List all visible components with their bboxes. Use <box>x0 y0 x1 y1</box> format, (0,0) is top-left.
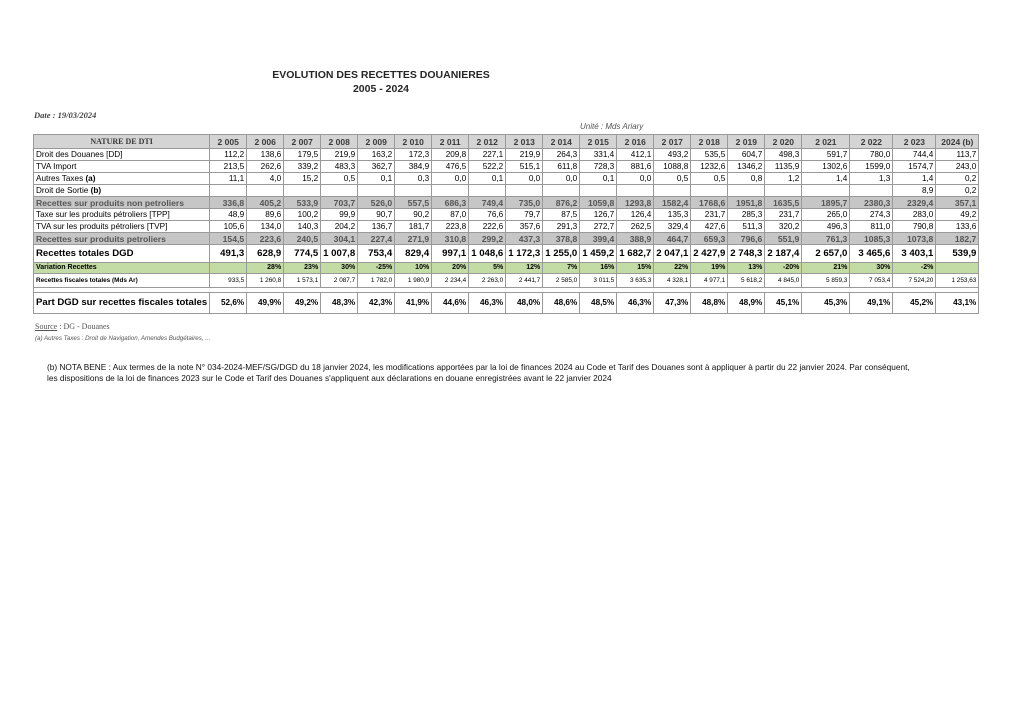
table-cell: 753,4 <box>358 245 395 263</box>
table-cell: 140,3 <box>284 221 321 233</box>
header-year: 2 012 <box>469 135 506 149</box>
table-cell: 378,8 <box>543 233 580 245</box>
header-year: 2 006 <box>247 135 284 149</box>
table-cell: 329,4 <box>654 221 691 233</box>
table-cell: 533,9 <box>284 197 321 209</box>
table-cell: 551,9 <box>765 233 802 245</box>
table-cell: 412,1 <box>617 149 654 161</box>
header-year: 2 015 <box>580 135 617 149</box>
table-cell: 0,2 <box>936 173 979 185</box>
table-cell: 262,5 <box>617 221 654 233</box>
table-cell: 728,3 <box>580 161 617 173</box>
table-cell <box>284 185 321 197</box>
table-cell: 749,4 <box>469 197 506 209</box>
table-cell: 357,1 <box>936 197 979 209</box>
table-row <box>34 185 979 197</box>
table-cell: 464,7 <box>654 233 691 245</box>
table-cell: 227,1 <box>469 149 506 161</box>
row-label: Recettes sur produits non petroliers <box>34 197 210 209</box>
table-cell <box>432 185 469 197</box>
table-cell <box>321 185 358 197</box>
table-cell: 135,3 <box>654 209 691 221</box>
table-cell: 780,0 <box>850 149 893 161</box>
document-date: Date : 19/03/2024 <box>34 110 97 120</box>
table-cell: 1 682,7 <box>617 245 654 263</box>
table-cell: 47,3% <box>654 293 691 314</box>
row-label: Taxe sur les produits pétroliers [TPP] <box>34 209 210 221</box>
table-cell: 2 427,9 <box>691 245 728 263</box>
table-cell: -2% <box>893 263 936 274</box>
table-cell: 4 845,0 <box>765 274 802 288</box>
table-cell: 3 635,3 <box>617 274 654 288</box>
table-cell: 136,7 <box>358 221 395 233</box>
table-cell: 1 459,2 <box>580 245 617 263</box>
table-cell: 3 403,1 <box>893 245 936 263</box>
table-cell: 1 048,6 <box>469 245 506 263</box>
table-cell: 49,2% <box>284 293 321 314</box>
table-cell: 493,2 <box>654 149 691 161</box>
table-cell: 388,9 <box>617 233 654 245</box>
table-cell: 105,6 <box>210 221 247 233</box>
table-cell: 1293,8 <box>617 197 654 209</box>
table-cell <box>936 263 979 274</box>
table-cell: 535,5 <box>691 149 728 161</box>
table-cell: 90,2 <box>395 209 432 221</box>
table-cell: 89,6 <box>247 209 284 221</box>
table-cell: 829,4 <box>395 245 432 263</box>
table-cell: 222,6 <box>469 221 506 233</box>
customs-revenue-table <box>33 134 979 314</box>
table-cell: 811,0 <box>850 221 893 233</box>
table-cell: 134,0 <box>247 221 284 233</box>
table-cell: 7 524,20 <box>893 274 936 288</box>
table-cell: 48,9 <box>210 209 247 221</box>
table-row <box>34 197 979 209</box>
table-cell: 881,6 <box>617 161 654 173</box>
header-year: 2 021 <box>802 135 850 149</box>
table-cell: 213,5 <box>210 161 247 173</box>
table-cell: -20% <box>765 263 802 274</box>
table-cell: 557,5 <box>395 197 432 209</box>
table-cell: 126,7 <box>580 209 617 221</box>
table-cell <box>691 185 728 197</box>
table-cell: 1073,8 <box>893 233 936 245</box>
table-cell: 8,9 <box>893 185 936 197</box>
table-cell: 223,6 <box>247 233 284 245</box>
table-cell: 774,5 <box>284 245 321 263</box>
table-cell: 362,7 <box>358 161 395 173</box>
table-cell: 997,1 <box>432 245 469 263</box>
table-cell: 0,0 <box>506 173 543 185</box>
table-cell: 49,9% <box>247 293 284 314</box>
table-cell: 113,7 <box>936 149 979 161</box>
header-year: 2 007 <box>284 135 321 149</box>
table-cell: 1635,5 <box>765 197 802 209</box>
table-cell: 498,3 <box>765 149 802 161</box>
table-cell: 11,1 <box>210 173 247 185</box>
table-row <box>34 221 979 233</box>
row-label: Part DGD sur recettes fiscales totales <box>34 293 210 314</box>
table-cell: 0,1 <box>580 173 617 185</box>
table-cell: 15% <box>617 263 654 274</box>
table-cell: 243,0 <box>936 161 979 173</box>
table-cell: 204,2 <box>321 221 358 233</box>
table-cell: 41,9% <box>395 293 432 314</box>
table-cell: 76,6 <box>469 209 506 221</box>
table-cell: 1 172,3 <box>506 245 543 263</box>
table-cell: 1085,3 <box>850 233 893 245</box>
table-cell: 48,6% <box>543 293 580 314</box>
table-cell: 496,3 <box>802 221 850 233</box>
table-cell: 0,5 <box>654 173 691 185</box>
table-cell <box>850 185 893 197</box>
table-row <box>34 161 979 173</box>
table-cell: 1582,4 <box>654 197 691 209</box>
table-cell: 49,2 <box>936 209 979 221</box>
table-cell: 48,9% <box>728 293 765 314</box>
table-row <box>34 149 979 161</box>
header-year: 2 013 <box>506 135 543 149</box>
footnote-a: (a) Autres Taxes : Droit de Navigation, Amendes Budgétaires, ... <box>35 335 211 342</box>
table-cell: 744,4 <box>893 149 936 161</box>
table-cell: 304,1 <box>321 233 358 245</box>
table-cell: 1574,7 <box>893 161 936 173</box>
table-cell: 272,7 <box>580 221 617 233</box>
table-cell: 339,2 <box>284 161 321 173</box>
table-cell: 1302,6 <box>802 161 850 173</box>
row-label: Variation Recettes <box>34 263 210 274</box>
table-cell: 99,9 <box>321 209 358 221</box>
table-cell: 12% <box>506 263 543 274</box>
table-cell: 48,3% <box>321 293 358 314</box>
table-cell: -25% <box>358 263 395 274</box>
table-row <box>34 274 979 288</box>
table-cell: 659,3 <box>691 233 728 245</box>
table-cell: 0,8 <box>728 173 765 185</box>
table-header-row <box>34 135 979 149</box>
table-cell: 761,3 <box>802 233 850 245</box>
table-cell: 0,0 <box>432 173 469 185</box>
header-year: 2 017 <box>654 135 691 149</box>
table-cell: 45,2% <box>893 293 936 314</box>
table-cell: 10% <box>395 263 432 274</box>
table-cell: 231,7 <box>765 209 802 221</box>
header-year: 2 020 <box>765 135 802 149</box>
table-cell: 264,3 <box>543 149 580 161</box>
table-cell: 7 053,4 <box>850 274 893 288</box>
table-cell: 1346,2 <box>728 161 765 173</box>
table-cell: 1,2 <box>765 173 802 185</box>
table-cell: 591,7 <box>802 149 850 161</box>
table-cell: 48,8% <box>691 293 728 314</box>
table-cell: 79,7 <box>506 209 543 221</box>
table-cell: 172,3 <box>395 149 432 161</box>
table-cell: 539,9 <box>936 245 979 263</box>
table-cell: 1,4 <box>802 173 850 185</box>
table-cell: 483,3 <box>321 161 358 173</box>
table-cell: 179,5 <box>284 149 321 161</box>
table-cell: 285,3 <box>728 209 765 221</box>
table-cell: 476,5 <box>432 161 469 173</box>
table-cell: 1 980,9 <box>395 274 432 288</box>
table-cell: 0,0 <box>543 173 580 185</box>
table-cell: 19% <box>691 263 728 274</box>
table-cell: 46,3% <box>617 293 654 314</box>
table-cell: 30% <box>321 263 358 274</box>
page-subtitle-years: 2005 - 2024 <box>352 83 410 95</box>
table-cell: 209,8 <box>432 149 469 161</box>
table-cell: 522,2 <box>469 161 506 173</box>
table-cell <box>210 185 247 197</box>
table-cell: 2380,3 <box>850 197 893 209</box>
table-cell: 5% <box>469 263 506 274</box>
table-cell: 0,3 <box>395 173 432 185</box>
row-label: Recettes totales DGD <box>34 245 210 263</box>
table-cell: 52,6% <box>210 293 247 314</box>
table-cell <box>395 185 432 197</box>
table-cell: 45,3% <box>802 293 850 314</box>
table-row <box>34 263 979 274</box>
table-cell: 21% <box>802 263 850 274</box>
header-year: 2 016 <box>617 135 654 149</box>
table-cell: 163,2 <box>358 149 395 161</box>
table-cell <box>580 185 617 197</box>
table-cell: 604,7 <box>728 149 765 161</box>
table-cell: 46,3% <box>469 293 506 314</box>
header-year: 2 023 <box>893 135 936 149</box>
table-cell: 2 585,0 <box>543 274 580 288</box>
table-cell: 515,1 <box>506 161 543 173</box>
table-cell: 2 657,0 <box>802 245 850 263</box>
table-cell: 5 618,2 <box>728 274 765 288</box>
table-cell: 231,7 <box>691 209 728 221</box>
table-cell: 405,2 <box>247 197 284 209</box>
table-cell: 2 234,4 <box>432 274 469 288</box>
table-cell: 0,5 <box>691 173 728 185</box>
table-cell: 262,6 <box>247 161 284 173</box>
row-label: Recettes sur produits petroliers <box>34 233 210 245</box>
row-label: Recettes fiscales totales (Mds Ar) <box>34 274 210 288</box>
header-year: 2 008 <box>321 135 358 149</box>
table-cell: 7% <box>543 263 580 274</box>
table-cell: 1 255,0 <box>543 245 580 263</box>
table-cell: 437,3 <box>506 233 543 245</box>
table-cell <box>654 185 691 197</box>
table-cell: 15,2 <box>284 173 321 185</box>
table-cell: 331,4 <box>580 149 617 161</box>
table-cell: 48,5% <box>580 293 617 314</box>
table-cell: 87,0 <box>432 209 469 221</box>
table-cell: 1 007,8 <box>321 245 358 263</box>
table-cell: 20% <box>432 263 469 274</box>
table-cell: 2 047,1 <box>654 245 691 263</box>
table-cell: 283,0 <box>893 209 936 221</box>
header-year: 2 011 <box>432 135 469 149</box>
table-cell: 16% <box>580 263 617 274</box>
source-label: Source <box>35 322 58 331</box>
table-cell: 1599,0 <box>850 161 893 173</box>
page-title: EVOLUTION DES RECETTES DOUANIERES <box>272 69 490 81</box>
row-label: Droit des Douanes [DD] <box>34 149 210 161</box>
table-cell: 100,2 <box>284 209 321 221</box>
table-cell: 219,9 <box>321 149 358 161</box>
table-cell: 13% <box>728 263 765 274</box>
table-cell: 227,4 <box>358 233 395 245</box>
table-cell: 138,6 <box>247 149 284 161</box>
table-cell: 49,1% <box>850 293 893 314</box>
table-cell: 1 253,63 <box>936 274 979 288</box>
table-cell: 2329,4 <box>893 197 936 209</box>
table-cell: 1,3 <box>850 173 893 185</box>
table-cell: 1 260,8 <box>247 274 284 288</box>
table-cell: 491,3 <box>210 245 247 263</box>
table-cell: 1895,7 <box>802 197 850 209</box>
table-cell: 427,6 <box>691 221 728 233</box>
table-cell: 45,1% <box>765 293 802 314</box>
table-row <box>34 293 979 314</box>
table-cell: 44,6% <box>432 293 469 314</box>
table-cell: 1135,9 <box>765 161 802 173</box>
table-cell: 154,5 <box>210 233 247 245</box>
header-year: 2 019 <box>728 135 765 149</box>
table-cell: 0,2 <box>936 185 979 197</box>
table-cell: 133,6 <box>936 221 979 233</box>
header-year: 2024 (b) <box>936 135 979 149</box>
header-nature: NATURE DE DTI <box>34 135 210 149</box>
table-cell: 876,2 <box>543 197 580 209</box>
table-cell <box>617 185 654 197</box>
table-cell: 2 087,7 <box>321 274 358 288</box>
header-year: 2 018 <box>691 135 728 149</box>
source-note <box>35 322 110 331</box>
table-cell: 3 465,6 <box>850 245 893 263</box>
table-cell: 291,3 <box>543 221 580 233</box>
table-cell: 1768,6 <box>691 197 728 209</box>
table-cell: 1951,8 <box>728 197 765 209</box>
table-cell: 384,9 <box>395 161 432 173</box>
table-cell: 336,8 <box>210 197 247 209</box>
table-cell <box>358 185 395 197</box>
table-cell: 511,3 <box>728 221 765 233</box>
table-cell <box>543 185 580 197</box>
table-cell: 796,6 <box>728 233 765 245</box>
table-cell: 90,7 <box>358 209 395 221</box>
table-cell: 2 187,4 <box>765 245 802 263</box>
table-cell: 3 011,5 <box>580 274 617 288</box>
row-label: Autres Taxes (a) <box>34 173 210 185</box>
table-cell: 399,4 <box>580 233 617 245</box>
table-cell: 219,9 <box>506 149 543 161</box>
source-text: : DG - Douanes <box>57 322 110 331</box>
row-label: Droit de Sortie (b) <box>34 185 210 197</box>
table-cell: 223,8 <box>432 221 469 233</box>
table-cell: 1059,8 <box>580 197 617 209</box>
table-cell <box>469 185 506 197</box>
table-cell: 42,3% <box>358 293 395 314</box>
table-cell: 5 859,3 <box>802 274 850 288</box>
table-cell: 628,9 <box>247 245 284 263</box>
table-cell: 22% <box>654 263 691 274</box>
table-cell: 0,1 <box>469 173 506 185</box>
header-year: 2 010 <box>395 135 432 149</box>
table-cell: 4,0 <box>247 173 284 185</box>
table-cell: 2 441,7 <box>506 274 543 288</box>
header-year: 2 009 <box>358 135 395 149</box>
table-cell: 0,5 <box>321 173 358 185</box>
table-cell <box>210 263 247 274</box>
table-cell: 1 573,1 <box>284 274 321 288</box>
table-cell: 4 977,1 <box>691 274 728 288</box>
table-cell: 1,4 <box>893 173 936 185</box>
table-cell: 274,3 <box>850 209 893 221</box>
table-cell: 271,9 <box>395 233 432 245</box>
unit-label: Unité : Mds Ariary <box>580 122 644 131</box>
table-cell <box>247 185 284 197</box>
table-cell: 611,8 <box>543 161 580 173</box>
table-cell: 23% <box>284 263 321 274</box>
table-cell: 4 328,1 <box>654 274 691 288</box>
table-cell: 30% <box>850 263 893 274</box>
table-cell: 1088,8 <box>654 161 691 173</box>
header-year: 2 022 <box>850 135 893 149</box>
table-row <box>34 233 979 245</box>
table-cell: 1 782,0 <box>358 274 395 288</box>
table-cell: 933,5 <box>210 274 247 288</box>
table-cell: 1232,6 <box>691 161 728 173</box>
table-cell <box>506 185 543 197</box>
table-cell: 181,7 <box>395 221 432 233</box>
table-row <box>34 209 979 221</box>
table-cell: 320,2 <box>765 221 802 233</box>
table-cell: 0,1 <box>358 173 395 185</box>
table-cell <box>728 185 765 197</box>
table-row <box>34 245 979 263</box>
table-cell: 2 748,3 <box>728 245 765 263</box>
table-cell: 686,3 <box>432 197 469 209</box>
table-cell: 240,5 <box>284 233 321 245</box>
table-cell: 43,1% <box>936 293 979 314</box>
table-cell: 265,0 <box>802 209 850 221</box>
table-cell: 526,0 <box>358 197 395 209</box>
header-year: 2 005 <box>210 135 247 149</box>
table-cell: 126,4 <box>617 209 654 221</box>
table-cell: 112,2 <box>210 149 247 161</box>
table-cell: 0,0 <box>617 173 654 185</box>
table-cell: 299,2 <box>469 233 506 245</box>
table-cell: 310,8 <box>432 233 469 245</box>
table-cell: 48,0% <box>506 293 543 314</box>
nota-bene-text: (b) NOTA BENE : Aux termes de la note N° 034-2024-MEF/SG/DGD du 18 janvier 2024, les modifications apportées par la loi de finances 2024 au Code et Tarif des Douanes sont à appliquer à partir du 22 janvier 2024. Par conséquent, les dispositions de la loi de finances 2023 sur le Code et Tarif des Douanes s'appliquent aux déclarations en douane enregistrées avant le 22 janvier 2024 <box>47 362 910 383</box>
table-cell: 87,5 <box>543 209 580 221</box>
row-label: TVA sur les produits pétroliers [TVP] <box>34 221 210 233</box>
table-cell: 735,0 <box>506 197 543 209</box>
table-cell <box>802 185 850 197</box>
row-label: TVA Import <box>34 161 210 173</box>
table-cell: 182,7 <box>936 233 979 245</box>
table-cell <box>765 185 802 197</box>
table-cell: 790,8 <box>893 221 936 233</box>
table-cell: 2 263,0 <box>469 274 506 288</box>
table-cell: 703,7 <box>321 197 358 209</box>
table-row <box>34 173 979 185</box>
header-year: 2 014 <box>543 135 580 149</box>
table-cell: 357,6 <box>506 221 543 233</box>
table-cell: 28% <box>247 263 284 274</box>
